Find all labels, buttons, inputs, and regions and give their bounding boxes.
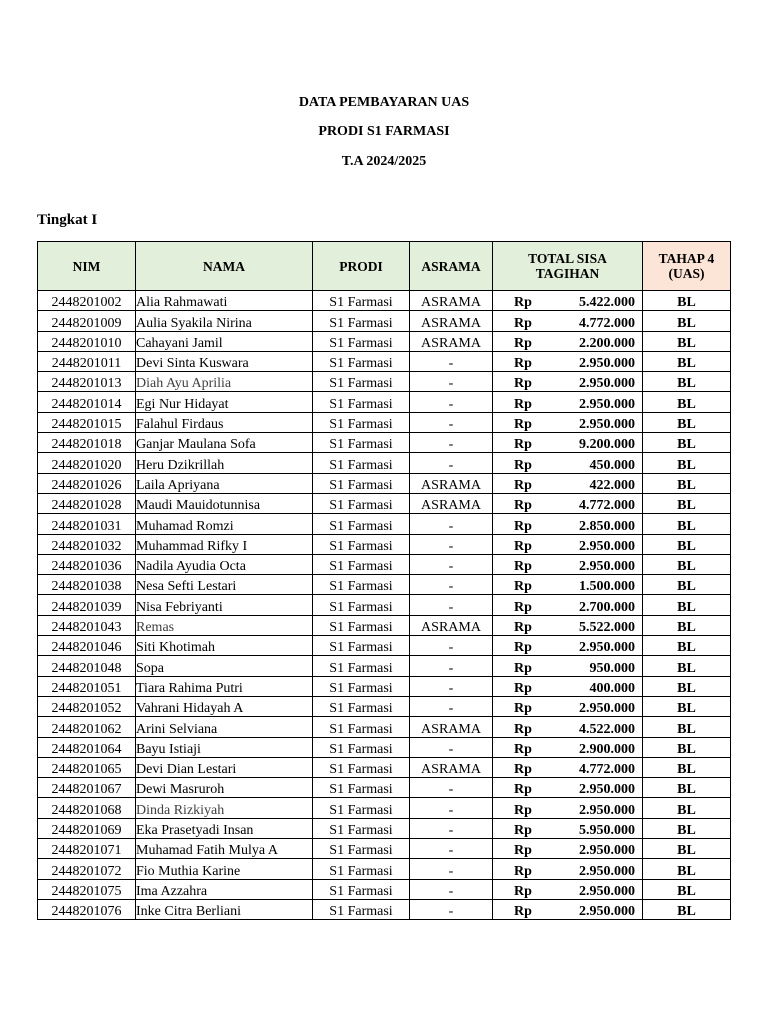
nama-cell: Dinda Rizkiyah <box>136 798 313 818</box>
prodi-cell: S1 Farmasi <box>313 757 410 777</box>
total-tagihan-cell <box>493 899 643 919</box>
total-tagihan-cell <box>493 433 643 453</box>
nama-cell: Ima Azzahra <box>136 879 313 899</box>
nim-cell: 2448201018 <box>38 433 136 453</box>
asrama-cell: - <box>410 839 493 859</box>
amount-value: 2.950.000 <box>579 396 635 412</box>
table-row <box>38 311 731 331</box>
currency-label: Rp <box>514 680 532 696</box>
table-row <box>38 818 731 838</box>
table-row <box>38 757 731 777</box>
currency-label: Rp <box>514 518 532 534</box>
asrama-cell: - <box>410 433 493 453</box>
asrama-cell: - <box>410 696 493 716</box>
status-cell: BL <box>643 879 731 899</box>
table-row <box>38 291 731 311</box>
currency-label: Rp <box>514 437 532 453</box>
table-body <box>38 291 731 920</box>
asrama-cell: - <box>410 453 493 473</box>
prodi-cell: S1 Farmasi <box>313 798 410 818</box>
asrama-cell: - <box>410 778 493 798</box>
total-tagihan-cell <box>493 372 643 392</box>
nama-cell: Arini Selviana <box>136 717 313 737</box>
currency-label: Rp <box>514 559 532 575</box>
amount-value: 950.000 <box>589 660 635 676</box>
status-cell: BL <box>643 473 731 493</box>
prodi-cell: S1 Farmasi <box>313 331 410 351</box>
asrama-cell: - <box>410 656 493 676</box>
amount-value: 2.950.000 <box>579 863 635 879</box>
currency-label: Rp <box>514 477 532 493</box>
document-subtitle-year: T.A 2024/2025 <box>341 154 427 169</box>
amount-value: 5.422.000 <box>579 295 635 311</box>
asrama-cell: - <box>410 575 493 595</box>
table-row <box>38 615 731 635</box>
currency-label: Rp <box>514 579 532 595</box>
prodi-cell: S1 Farmasi <box>313 879 410 899</box>
nama-cell: Diah Ayu Aprilia <box>136 372 313 392</box>
table-row <box>38 514 731 534</box>
table-header <box>38 242 731 291</box>
asrama-cell: - <box>410 351 493 371</box>
asrama-cell: ASRAMA <box>410 615 493 635</box>
status-cell: BL <box>643 453 731 473</box>
currency-label: Rp <box>514 620 532 636</box>
currency-label: Rp <box>514 660 532 676</box>
header-total-sisa-tagihan <box>493 242 643 291</box>
table-row <box>38 798 731 818</box>
status-cell: BL <box>643 493 731 513</box>
table-row <box>38 737 731 757</box>
nama-cell: Bayu Istiaji <box>136 737 313 757</box>
table-row <box>38 696 731 716</box>
total-tagihan-cell <box>493 453 643 473</box>
status-cell: BL <box>643 818 731 838</box>
table-row <box>38 879 731 899</box>
status-cell: BL <box>643 351 731 371</box>
status-cell: BL <box>643 899 731 919</box>
table-row <box>38 636 731 656</box>
nama-cell: Remas <box>136 615 313 635</box>
amount-value: 4.522.000 <box>579 721 635 737</box>
table-row <box>38 554 731 574</box>
table-row <box>38 453 731 473</box>
prodi-cell: S1 Farmasi <box>313 778 410 798</box>
prodi-cell: S1 Farmasi <box>313 311 410 331</box>
nama-cell: Heru Dzikrillah <box>136 453 313 473</box>
nim-cell: 2448201031 <box>38 514 136 534</box>
total-tagihan-cell <box>493 575 643 595</box>
table-row <box>38 473 731 493</box>
status-cell: BL <box>643 433 731 453</box>
nama-cell: Ganjar Maulana Sofa <box>136 433 313 453</box>
total-tagihan-cell <box>493 696 643 716</box>
prodi-cell: S1 Farmasi <box>313 859 410 879</box>
nama-cell: Alia Rahmawati <box>136 291 313 311</box>
currency-label: Rp <box>514 904 532 920</box>
status-cell: BL <box>643 636 731 656</box>
amount-value: 1.500.000 <box>579 579 635 595</box>
nim-cell: 2448201067 <box>38 778 136 798</box>
nim-cell: 2448201015 <box>38 412 136 432</box>
nim-cell: 2448201028 <box>38 493 136 513</box>
status-cell: BL <box>643 859 731 879</box>
asrama-cell: - <box>410 798 493 818</box>
nim-cell: 2448201062 <box>38 717 136 737</box>
amount-value: 2.950.000 <box>579 640 635 656</box>
nama-cell: Muhamad Fatih Mulya A <box>136 839 313 859</box>
status-cell: BL <box>643 778 731 798</box>
nama-cell: Devi Sinta Kuswara <box>136 351 313 371</box>
currency-label: Rp <box>514 457 532 473</box>
total-tagihan-cell <box>493 493 643 513</box>
amount-value: 2.950.000 <box>579 559 635 575</box>
currency-label: Rp <box>514 396 532 412</box>
prodi-cell: S1 Farmasi <box>313 554 410 574</box>
nama-cell: Devi Dian Lestari <box>136 757 313 777</box>
status-cell: BL <box>643 514 731 534</box>
header-nama: NAMA <box>136 242 313 291</box>
amount-value: 2.950.000 <box>579 376 635 392</box>
prodi-cell: S1 Farmasi <box>313 351 410 371</box>
nama-cell: Dewi Masruroh <box>136 778 313 798</box>
currency-label: Rp <box>514 356 532 372</box>
table-row <box>38 493 731 513</box>
amount-value: 9.200.000 <box>579 437 635 453</box>
status-cell: BL <box>643 412 731 432</box>
currency-label: Rp <box>514 762 532 778</box>
amount-value: 2.700.000 <box>579 599 635 615</box>
nim-cell: 2448201065 <box>38 757 136 777</box>
asrama-cell: - <box>410 899 493 919</box>
nim-cell: 2448201051 <box>38 676 136 696</box>
asrama-cell: - <box>410 818 493 838</box>
nim-cell: 2448201026 <box>38 473 136 493</box>
nim-cell: 2448201048 <box>38 656 136 676</box>
amount-value: 450.000 <box>589 457 635 473</box>
nim-cell: 2448201010 <box>38 331 136 351</box>
total-tagihan-cell <box>493 554 643 574</box>
amount-value: 2.950.000 <box>579 904 635 920</box>
currency-label: Rp <box>514 295 532 311</box>
table-row <box>38 412 731 432</box>
nim-cell: 2448201046 <box>38 636 136 656</box>
prodi-cell: S1 Farmasi <box>313 575 410 595</box>
nama-cell: Aulia Syakila Nirina <box>136 311 313 331</box>
table-row <box>38 656 731 676</box>
header-tahap-uas <box>643 242 731 291</box>
total-tagihan-cell <box>493 595 643 615</box>
table-row <box>38 433 731 453</box>
currency-label: Rp <box>514 823 532 839</box>
prodi-cell: S1 Farmasi <box>313 717 410 737</box>
table-row <box>38 392 731 412</box>
amount-value: 4.772.000 <box>579 762 635 778</box>
nim-cell: 2448201036 <box>38 554 136 574</box>
status-cell: BL <box>643 839 731 859</box>
total-tagihan-cell <box>493 636 643 656</box>
nama-cell: Muhammad Rifky I <box>136 534 313 554</box>
nim-cell: 2448201072 <box>38 859 136 879</box>
status-cell: BL <box>643 392 731 412</box>
prodi-cell: S1 Farmasi <box>313 291 410 311</box>
prodi-cell: S1 Farmasi <box>313 493 410 513</box>
amount-value: 2.950.000 <box>579 356 635 372</box>
total-tagihan-cell <box>493 818 643 838</box>
prodi-cell: S1 Farmasi <box>313 453 410 473</box>
table-row <box>38 534 731 554</box>
amount-value: 2.900.000 <box>579 741 635 757</box>
document-title: DATA PEMBAYARAN UAS <box>298 95 470 110</box>
nim-cell: 2448201009 <box>38 311 136 331</box>
prodi-cell: S1 Farmasi <box>313 372 410 392</box>
nim-cell: 2448201064 <box>38 737 136 757</box>
table-row <box>38 351 731 371</box>
amount-value: 2.950.000 <box>579 782 635 798</box>
status-cell: BL <box>643 575 731 595</box>
currency-label: Rp <box>514 883 532 899</box>
prodi-cell: S1 Farmasi <box>313 839 410 859</box>
nama-cell: Falahul Firdaus <box>136 412 313 432</box>
table-row <box>38 859 731 879</box>
prodi-cell: S1 Farmasi <box>313 473 410 493</box>
nim-cell: 2448201038 <box>38 575 136 595</box>
asrama-cell: ASRAMA <box>410 757 493 777</box>
status-cell: BL <box>643 311 731 331</box>
table-row <box>38 717 731 737</box>
asrama-cell: ASRAMA <box>410 291 493 311</box>
currency-label: Rp <box>514 782 532 798</box>
prodi-cell: S1 Farmasi <box>313 676 410 696</box>
amount-value: 2.950.000 <box>579 883 635 899</box>
asrama-cell: ASRAMA <box>410 331 493 351</box>
header-nim: NIM <box>38 242 136 291</box>
currency-label: Rp <box>514 843 532 859</box>
total-tagihan-cell <box>493 392 643 412</box>
table-row <box>38 899 731 919</box>
prodi-cell: S1 Farmasi <box>313 595 410 615</box>
total-tagihan-cell <box>493 412 643 432</box>
nim-cell: 2448201052 <box>38 696 136 716</box>
nama-cell: Nisa Febriyanti <box>136 595 313 615</box>
total-tagihan-cell <box>493 291 643 311</box>
currency-label: Rp <box>514 863 532 879</box>
nama-cell: Muhamad Romzi <box>136 514 313 534</box>
total-tagihan-cell <box>493 473 643 493</box>
asrama-cell: - <box>410 534 493 554</box>
currency-label: Rp <box>514 599 532 615</box>
asrama-cell: ASRAMA <box>410 493 493 513</box>
header-total-line2: TAGIHAN <box>535 266 600 281</box>
prodi-cell: S1 Farmasi <box>313 737 410 757</box>
asrama-cell: - <box>410 392 493 412</box>
status-cell: BL <box>643 717 731 737</box>
nim-cell: 2448201014 <box>38 392 136 412</box>
total-tagihan-cell <box>493 656 643 676</box>
nama-cell: Inke Citra Berliani <box>136 899 313 919</box>
asrama-cell: - <box>410 514 493 534</box>
prodi-cell: S1 Farmasi <box>313 433 410 453</box>
currency-label: Rp <box>514 721 532 737</box>
currency-label: Rp <box>514 376 532 392</box>
header-total-line1: TOTAL SISA <box>528 251 607 266</box>
total-tagihan-cell <box>493 737 643 757</box>
nim-cell: 2448201076 <box>38 899 136 919</box>
status-cell: BL <box>643 291 731 311</box>
prodi-cell: S1 Farmasi <box>313 615 410 635</box>
asrama-cell: ASRAMA <box>410 311 493 331</box>
prodi-cell: S1 Farmasi <box>313 696 410 716</box>
total-tagihan-cell <box>493 778 643 798</box>
status-cell: BL <box>643 615 731 635</box>
total-tagihan-cell <box>493 676 643 696</box>
total-tagihan-cell <box>493 311 643 331</box>
asrama-cell: - <box>410 636 493 656</box>
currency-label: Rp <box>514 701 532 717</box>
currency-label: Rp <box>514 741 532 757</box>
asrama-cell: - <box>410 372 493 392</box>
table-row <box>38 575 731 595</box>
currency-label: Rp <box>514 417 532 433</box>
prodi-cell: S1 Farmasi <box>313 412 410 432</box>
nama-cell: Sopa <box>136 656 313 676</box>
total-tagihan-cell <box>493 351 643 371</box>
currency-label: Rp <box>514 498 532 514</box>
amount-value: 400.000 <box>589 680 635 696</box>
nim-cell: 2448201039 <box>38 595 136 615</box>
amount-value: 5.522.000 <box>579 620 635 636</box>
prodi-cell: S1 Farmasi <box>313 636 410 656</box>
amount-value: 5.950.000 <box>579 823 635 839</box>
table-row <box>38 839 731 859</box>
asrama-cell: - <box>410 676 493 696</box>
nim-cell: 2448201013 <box>38 372 136 392</box>
currency-label: Rp <box>514 315 532 331</box>
nama-cell: Cahayani Jamil <box>136 331 313 351</box>
amount-value: 2.950.000 <box>579 843 635 859</box>
nim-cell: 2448201069 <box>38 818 136 838</box>
total-tagihan-cell <box>493 757 643 777</box>
table-row <box>38 372 731 392</box>
currency-label: Rp <box>514 640 532 656</box>
total-tagihan-cell <box>493 615 643 635</box>
table-row <box>38 595 731 615</box>
nim-cell: 2448201043 <box>38 615 136 635</box>
asrama-cell: - <box>410 412 493 432</box>
amount-value: 2.950.000 <box>579 538 635 554</box>
nim-cell: 2448201075 <box>38 879 136 899</box>
amount-value: 4.772.000 <box>579 498 635 514</box>
header-tahap-line1: TAHAP 4 <box>658 251 715 266</box>
amount-value: 2.950.000 <box>579 802 635 818</box>
nama-cell: Eka Prasetyadi Insan <box>136 818 313 838</box>
asrama-cell: ASRAMA <box>410 473 493 493</box>
total-tagihan-cell <box>493 534 643 554</box>
total-tagihan-cell <box>493 879 643 899</box>
status-cell: BL <box>643 676 731 696</box>
prodi-cell: S1 Farmasi <box>313 656 410 676</box>
total-tagihan-cell <box>493 839 643 859</box>
nama-cell: Tiara Rahima Putri <box>136 676 313 696</box>
section-label: Tingkat I <box>37 212 98 228</box>
status-cell: BL <box>643 554 731 574</box>
table-row <box>38 331 731 351</box>
nim-cell: 2448201011 <box>38 351 136 371</box>
amount-value: 4.772.000 <box>579 315 635 331</box>
nim-cell: 2448201002 <box>38 291 136 311</box>
nama-cell: Fio Muthia Karine <box>136 859 313 879</box>
nama-cell: Nesa Sefti Lestari <box>136 575 313 595</box>
nama-cell: Laila Apriyana <box>136 473 313 493</box>
prodi-cell: S1 Farmasi <box>313 899 410 919</box>
header-tahap-line2: (UAS) <box>668 266 705 281</box>
header-prodi: PRODI <box>313 242 410 291</box>
prodi-cell: S1 Farmasi <box>313 514 410 534</box>
asrama-cell: - <box>410 879 493 899</box>
status-cell: BL <box>643 737 731 757</box>
status-cell: BL <box>643 656 731 676</box>
nama-cell: Maudi Mauidotunnisa <box>136 493 313 513</box>
payment-table <box>37 241 731 920</box>
table-row <box>38 778 731 798</box>
prodi-cell: S1 Farmasi <box>313 818 410 838</box>
status-cell: BL <box>643 372 731 392</box>
status-cell: BL <box>643 757 731 777</box>
currency-label: Rp <box>514 802 532 818</box>
status-cell: BL <box>643 534 731 554</box>
currency-label: Rp <box>514 538 532 554</box>
amount-value: 2.200.000 <box>579 335 635 351</box>
total-tagihan-cell <box>493 798 643 818</box>
nim-cell: 2448201020 <box>38 453 136 473</box>
prodi-cell: S1 Farmasi <box>313 534 410 554</box>
header-asrama: ASRAMA <box>410 242 493 291</box>
total-tagihan-cell <box>493 859 643 879</box>
amount-value: 422.000 <box>589 477 635 493</box>
nama-cell: Vahrani Hidayah A <box>136 696 313 716</box>
amount-value: 2.950.000 <box>579 701 635 717</box>
asrama-cell: - <box>410 595 493 615</box>
nim-cell: 2448201068 <box>38 798 136 818</box>
nama-cell: Nadila Ayudia Octa <box>136 554 313 574</box>
table-row <box>38 676 731 696</box>
status-cell: BL <box>643 595 731 615</box>
status-cell: BL <box>643 798 731 818</box>
nama-cell: Egi Nur Hidayat <box>136 392 313 412</box>
currency-label: Rp <box>514 335 532 351</box>
document-subtitle-prodi: PRODI S1 FARMASI <box>318 124 450 139</box>
nama-cell: Siti Khotimah <box>136 636 313 656</box>
asrama-cell: - <box>410 737 493 757</box>
status-cell: BL <box>643 331 731 351</box>
amount-value: 2.850.000 <box>579 518 635 534</box>
nim-cell: 2448201032 <box>38 534 136 554</box>
prodi-cell: S1 Farmasi <box>313 392 410 412</box>
asrama-cell: - <box>410 554 493 574</box>
total-tagihan-cell <box>493 331 643 351</box>
status-cell: BL <box>643 696 731 716</box>
header-row <box>38 242 731 291</box>
asrama-cell: - <box>410 859 493 879</box>
total-tagihan-cell <box>493 717 643 737</box>
nim-cell: 2448201071 <box>38 839 136 859</box>
asrama-cell: ASRAMA <box>410 717 493 737</box>
amount-value: 2.950.000 <box>579 417 635 433</box>
total-tagihan-cell <box>493 514 643 534</box>
